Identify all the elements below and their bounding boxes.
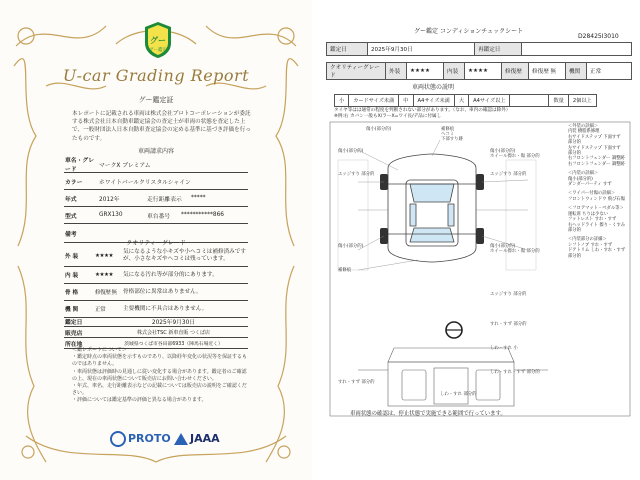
year-row <box>64 190 248 207</box>
type-value: GRX130 <box>99 212 123 218</box>
label-trunk: エッジすり 部分的 <box>490 292 527 297</box>
sheet-date-value: 2025年9月30日 <box>368 43 475 56</box>
detail-item: ドアトリム しわ・すれ・すず 部分的 <box>568 248 626 259</box>
legend-small: 小 <box>335 95 349 107</box>
vehicle-section-heading: 車両請求内容 <box>137 148 174 155</box>
certificate-subtitle: グー鑑定証 <box>138 96 174 104</box>
legend-count-desc: 2個以上 <box>568 95 596 107</box>
sheet-id: D28425I3010 <box>578 33 619 40</box>
quality-section-heading: クオリティーグレード <box>126 240 186 247</box>
appraisal-date-row <box>64 316 248 327</box>
sheet-engine-value: 正常 <box>587 63 632 80</box>
frame-stars: 修復歴 無 <box>95 290 117 296</box>
goo-kantei-badge-icon <box>143 21 173 59</box>
quality-row-interior <box>64 267 248 284</box>
svg-text:グー: グー <box>150 36 166 45</box>
car-interior-view <box>358 348 548 406</box>
legend-medium: 中 <box>399 95 413 107</box>
detail-item: 右サイドステップ 下面すず <box>568 134 621 140</box>
interior-desc: 気になる汚れ等が部分的にあります。 <box>123 271 218 278</box>
proto-logo-text: PROTO <box>128 432 171 445</box>
car-top-view <box>388 154 476 262</box>
label-rear-bumper: 補修痕 <box>338 268 352 273</box>
note-item: ・車両状態は評価時の見通しに従い変化する場合があります。鑑定者のご確認の上、現在の車両状態について販売店にお問い合わせください。 <box>72 368 247 382</box>
label-driver-seat: しわ・すれ 小 <box>490 346 518 351</box>
exterior-desc: 気になるような小キズや小へコミは補修済みですが、小さなキズやへコミは残っています。 <box>123 249 246 262</box>
sheet-title: グー鑑定 コンディションチェックシート <box>414 28 524 35</box>
label-left-front-door: エッジすり 部分的 <box>338 172 375 177</box>
vehicle-info-table <box>64 156 248 243</box>
year-label: 年式 <box>65 196 77 203</box>
label-left-front-fender: 傷小(部分的) <box>338 149 364 154</box>
legend-count: 数量 <box>549 95 568 107</box>
svg-text:グー鑑定: グー鑑定 <box>149 48 167 53</box>
detail-item: 部分的 <box>568 140 581 146</box>
label-passenger-seat: しわ・すれ・すず 部分的 <box>490 370 540 375</box>
remarks-label: 備考 <box>65 231 77 238</box>
model-value: マークX プレミアム <box>99 162 151 169</box>
color-label: カラー <box>65 179 83 186</box>
sheet-ext-label: 外装 <box>386 63 407 80</box>
type-label: 型式 <box>65 213 77 220</box>
quality-grade-label: クオリティーグレード <box>327 63 386 80</box>
steering-wheel-icon <box>446 322 462 338</box>
mileage-value: ***** <box>191 195 206 201</box>
label-rear-seat: すれ・すず 部分的 <box>338 380 375 385</box>
dealer-label: 販売店 <box>65 330 83 337</box>
detail-item: ダンダーパーティ すず <box>568 182 612 188</box>
detail-item: 右ヘッドライト 擦り・くすみ 部分的 <box>568 222 626 233</box>
sheet-notice: タイヤ等はは通常の程度を判断されない部分があります。（なお、車内の確認は除外） ※例:右 カバン一般もX/ラーX=ワイ長/デ品に付属し <box>334 108 511 119</box>
frame-desc: 骨格部位に異常はありません。 <box>123 288 202 295</box>
chassis-value: ***********866 <box>181 212 224 218</box>
mileage-label: 走行距離表示 <box>147 196 182 203</box>
jaaa-mark-icon <box>174 433 188 445</box>
detail-heading: ＜内装部分の詳細＞ <box>568 237 607 243</box>
detail-item: フットレスト すれ・すず <box>568 217 617 223</box>
detail-item: 部分的 <box>568 151 581 157</box>
certificate-intro: 本レポートに記載される車両は株式会社プロトコーポレーションが委託する株式会社日本自動車鑑定協会の査定士が車両の状態を査定した上で、一般財団法人日本自動車査定協会の定める基準に基づき評価を行ったものです。 <box>72 111 251 142</box>
quality-grade-table <box>64 246 248 318</box>
address-label: 所在地 <box>65 341 83 348</box>
sheet-footer: 車両状態の確認は、停止状態で実施できる範囲で行っています。 <box>350 411 506 417</box>
label-left-rear-fender: 傷小(部分的) <box>338 244 364 249</box>
label-right-front-door: エッジすり 部分的 <box>490 172 527 177</box>
sheet-date-label: 鑑定日 <box>327 43 368 56</box>
detail-item: 運転席 ちりは少ない <box>568 211 609 217</box>
quality-row-frame <box>64 284 248 301</box>
note-item: ・年式、車名、走行距離表示などの記載については販売店の説明をご確認ください。 <box>72 383 247 397</box>
sheet-int-value: ★★★★ <box>465 63 502 80</box>
detail-heading: ＜フロアマット・ペダル等＞ <box>568 206 624 212</box>
detail-item: 傷小(部分的) <box>568 176 593 182</box>
notes-title: ＜鑑レポートについて＞ <box>72 347 127 353</box>
reinspection-value <box>522 43 632 56</box>
sheet-ext-value: ★★★★ <box>407 63 444 80</box>
jaaa-logo-text: JAAA <box>190 432 220 445</box>
condition-detail-notes <box>568 124 628 259</box>
engine-stars: 正常 <box>95 307 106 313</box>
interior-label: 内 装 <box>65 273 79 279</box>
damage-size-legend <box>334 94 597 107</box>
appraisal-date-value: 2025年9月30日 <box>151 319 196 326</box>
detail-heading: ＜内装の詳細＞ <box>568 171 599 177</box>
legend-spacer <box>510 95 549 107</box>
legend-medium-desc: A4サイズ未満 <box>413 95 454 107</box>
dealer-row <box>64 327 248 338</box>
proto-logo <box>110 428 171 447</box>
report-title: U-car Grading Report <box>62 66 250 85</box>
model-row <box>64 156 248 173</box>
color-value: ホワイトパールクリスタルシャイン <box>99 179 191 186</box>
legend-small-desc: カードサイズ未満 <box>349 95 399 107</box>
engine-desc: 主要機関に不具合はありません。 <box>123 305 208 312</box>
detail-heading: ＜外装の詳細＞ <box>568 124 599 129</box>
model-label: 車名・グレード <box>65 158 94 173</box>
dealer-table <box>64 316 248 349</box>
detail-heading: ＜ワイパー付傷の詳細＞ <box>568 191 616 197</box>
grading-certificate <box>0 0 312 480</box>
note-item: ・評価については鑑定基準の評価と異なる場合があります。 <box>72 397 207 404</box>
exterior-stars: ★★★★ <box>95 253 114 259</box>
exterior-label: 外 装 <box>65 254 79 260</box>
detail-item: 内装 樹脂系修理 <box>568 129 600 135</box>
detail-item: 右フロントフェンダー 調整跡 <box>568 161 625 167</box>
detail-item: 右フロントフェンダー 調整跡 <box>568 156 625 162</box>
label-steering: すれ・すず 部分的 <box>490 322 527 327</box>
frame-label: 骨 格 <box>65 290 79 296</box>
legend-large: 大 <box>454 95 468 107</box>
quality-row-exterior <box>64 246 248 267</box>
appraisal-date-label: 鑑定日 <box>65 319 83 326</box>
label-rear-trim: しわ・すれ 部分的 <box>440 392 477 397</box>
year-value: 2012年 <box>99 196 120 203</box>
label-front-bumper: 傷小(部分的) <box>366 127 392 132</box>
note-item: ・鑑定時点の車両状態を示すものであり、以降経年変化の状況等を保証するものではありません。 <box>72 354 248 368</box>
report-notes <box>72 347 248 405</box>
sheet-repair-value: 修復歴 無 <box>529 63 566 80</box>
address-value: 茨城県つくば市谷田部6933（陣馬石場近く） <box>124 341 223 347</box>
proto-mark-icon <box>110 431 126 447</box>
detail-item: フロントウィンドウ 飛び石傷 <box>568 196 625 202</box>
label-right-front-fender: 傷小(部分的) ホイール擦れ・傷 部分的 <box>490 149 540 160</box>
sheet-engine-label: 機関 <box>566 63 587 80</box>
label-hood: 補修痕 ヘコミ 下部すり跡 <box>441 127 463 143</box>
detail-item: シフトノブ すれ・すず <box>568 242 613 248</box>
dealer-name: 株式会社TSC 新車直販 つくば店 <box>137 329 210 336</box>
detail-item: 左サイドステップ 下面すず <box>568 145 621 151</box>
engine-label: 機 関 <box>65 307 79 313</box>
sheet-quality-table <box>326 62 632 80</box>
legend-large-desc: A4サイズ以上 <box>469 95 510 107</box>
interior-stars: ★★★★ <box>95 272 114 278</box>
reinspection-label: 再鑑定日 <box>475 43 522 56</box>
vehicle-state-title: 車両状態の説明 <box>412 84 455 91</box>
type-row <box>64 207 248 224</box>
chassis-label: 車台番号 <box>147 213 171 220</box>
sheet-date-table <box>326 42 632 56</box>
sheet-repair-label: 修復歴 <box>502 63 529 80</box>
color-row <box>64 173 248 190</box>
sheet-int-label: 内装 <box>444 63 465 80</box>
jaaa-logo <box>174 428 220 447</box>
label-right-rear-fender: 傷小(部分的) ホイール擦れ・傷 部分的 <box>490 244 540 255</box>
